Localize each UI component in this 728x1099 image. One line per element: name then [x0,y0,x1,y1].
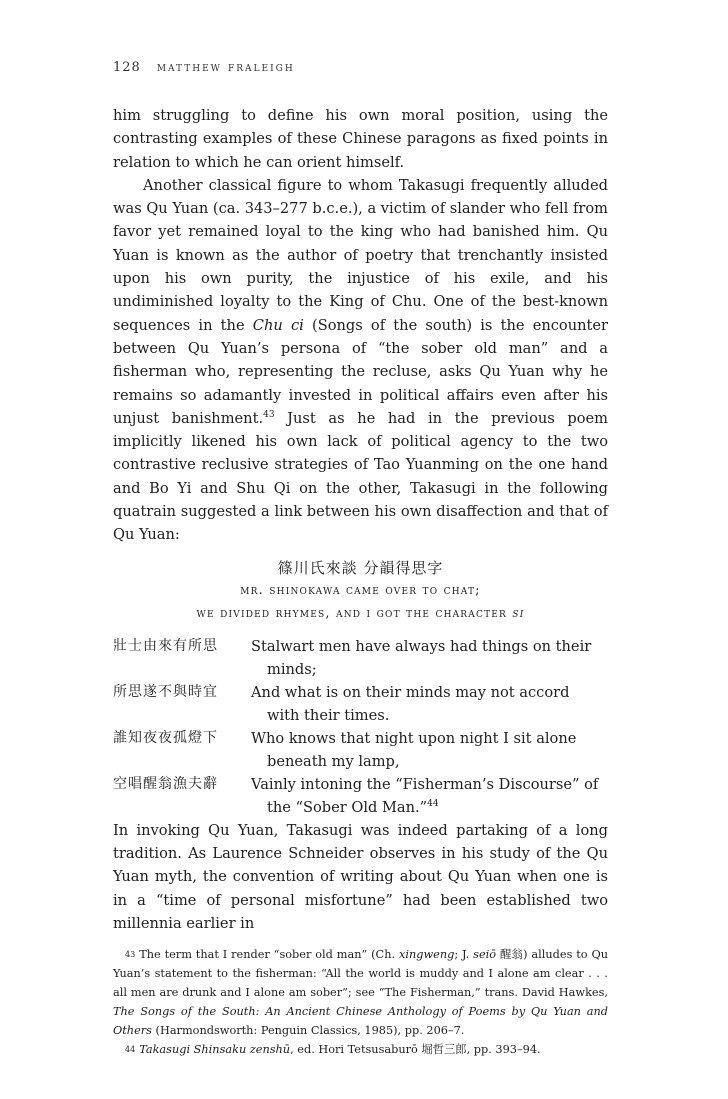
poem-line-chinese: 壯士由來有所思 [113,637,218,654]
book-page [113,58,608,1059]
poem-line-english-text: Who knows that night upon night I sit alone [251,729,577,747]
footnote-43-xingweng: xingweng [398,948,455,962]
main-text [113,104,608,935]
poem-line-english-text: Stalwart men have always had things on their [251,637,592,655]
poem-line-chinese: 誰知夜夜孤燈下 [113,729,218,746]
paragraph-1: him struggling to define his own moral position, using the contrasting examples of these Chinese paragons as fixed points in relation to which he can orient himself. [113,107,608,171]
poem-line [113,773,608,819]
footnote-44 [113,1040,608,1059]
footnote-43-text-c: 醒翁) alludes to Qu Yuan’s statement to the fisherman: “All the world is muddy and I alone am clear . . . all men are drunk and I alone am sober”; see “The Fisherman,” trans. David Hawkes, [113,948,609,1000]
footnote-43-book-title: The Songs of the South: An Ancient Chinese Anthology of Poems by Qu Yuan and Others [113,1005,608,1038]
poem-line-english [251,727,601,773]
chu-ci-title: Chu ci [252,316,304,334]
footnote-43-text-d: (Harmondsworth: Penguin Classics, 1985), pp. 206–7. [151,1024,465,1038]
poem-title-english-2-text: we divided rhymes, and i got the character [196,605,513,621]
poem-line [113,727,608,773]
poem-title-english-1: mr. shinokawa came over to chat; [240,582,481,598]
poem-line-english-continuation: with their times. [267,706,390,724]
paragraph-2 [113,174,608,547]
footnote-43-seio: seiō [473,948,497,962]
footnotes [113,945,608,1059]
paragraph-2-text-b: (Songs of the south) is the encounter between Qu Yuan’s persona of “the sober old man” and a fisherman who, representing the recluse, asks Qu Yuan why he remains so adamantly invested in political affairs even after his unjust banishment. [113,316,608,427]
poem-line-english-text: Vainly intoning the “Fisherman’s Discourse” of [251,775,599,793]
poem-title-chinese: 篠川氏來談 分韻得思字 [277,558,444,577]
footnote-ref-44[interactable]: 44 [427,798,439,809]
footnote-43 [113,945,608,1040]
poem [113,635,608,819]
poem-line-english [251,773,601,819]
footnote-44-number: 44 [125,1045,136,1055]
poem-line-chinese: 所思遂不與時宜 [113,683,218,700]
poem-title-english-2 [113,602,608,625]
poem-line-english [251,635,601,681]
running-head: matthew fraleigh [156,60,295,75]
poem-line-chinese: 空唱醒翁漁夫辭 [113,775,218,792]
page-number: 128 [113,60,141,75]
poem-title-character: si [512,605,525,621]
poem-line-english-continuation-text: the “Sober Old Man.” [267,798,428,816]
poem-line [113,635,608,681]
poem-line-english-continuation: beneath my lamp, [267,752,400,770]
poem-line-english-continuation [251,796,601,819]
footnote-ref-43[interactable]: 43 [263,410,275,420]
footnote-43-text-b: ; J. [454,948,474,962]
poem-line [113,681,608,727]
poem-line-english [251,681,601,727]
poem-line-english-continuation: minds; [267,660,317,678]
footnote-44-text: , ed. Hori Tetsusaburō 堀哲三郎, pp. 393–94. [290,1043,541,1057]
footnote-44-book-title: Takasugi Shinsaku zenshū [139,1043,291,1057]
page-header [113,58,608,78]
paragraph-2-text-c: Just as he had in the previous poem implicitly likened his own lack of political agency to the two contrastive reclusive strategies of Tao Yuanming on the one hand and Bo Yi and Shu Qi on the other, Takasugi in the following quatrain suggested a link between his own disaffection and that of Qu Yuan: [113,409,608,544]
paragraph-2-text-a: Another classical figure to whom Takasugi frequently alluded was Qu Yuan (ca. 343–277 b.c.e.), a victim of slander who fell from favor yet remained loyal to the king who had banished him. Qu Yuan is known as the author of poetry that trenchantly insisted upon his own purity, the injustice of his exile, and his undiminished loyalty to the King of Chu. One of the best-known sequences in the [113,176,608,334]
poem-line-english-text: And what is on their minds may not accord [251,683,570,701]
footnote-43-number: 43 [125,950,136,960]
footnote-43-text-a: The term that I render “sober old man” (Ch. [139,948,399,962]
paragraph-3: In invoking Qu Yuan, Takasugi was indeed partaking of a long tradition. As Laurence Schneider observes in his study of the Qu Yuan myth, the convention of writing about Qu Yuan when one is in a “time of personal misfortune” had been established two millennia earlier in [113,821,608,932]
